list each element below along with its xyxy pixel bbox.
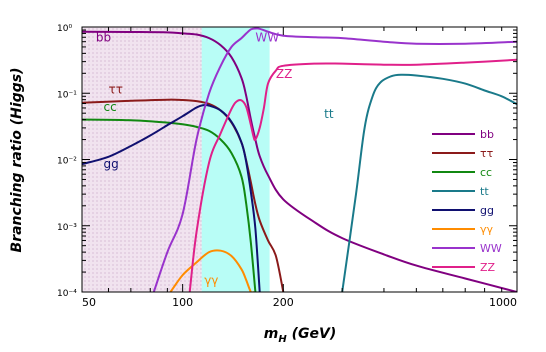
curve-label-ww: WW bbox=[255, 30, 280, 45]
legend-label-bb: bb bbox=[480, 128, 494, 141]
x-axis-title-subscript: H bbox=[278, 334, 287, 345]
legend-label-cc: cc bbox=[480, 166, 493, 179]
x-axis-title bbox=[264, 326, 336, 345]
y-tick-label: 10⁰ bbox=[57, 24, 73, 34]
legend-label-tautau: ττ bbox=[480, 147, 494, 160]
legend bbox=[432, 128, 502, 274]
y-tick-label: 10⁻⁴ bbox=[57, 289, 77, 299]
legend-label-tt: tt bbox=[480, 185, 489, 198]
x-axis-title-unit: (GeV) bbox=[286, 326, 337, 342]
legend-label-gammagamma: γγ bbox=[480, 223, 494, 236]
x-tick-label: 1000 bbox=[489, 296, 517, 309]
y-axis-title: Branching ratio (Higgs) bbox=[9, 67, 25, 253]
legend-label-ww: WW bbox=[480, 242, 502, 255]
curve-label-tautau: ττ bbox=[108, 82, 123, 97]
y-tick-label: 10⁻¹ bbox=[57, 90, 77, 101]
x-tick-label: 200 bbox=[272, 296, 294, 309]
legend-label-gg: gg bbox=[480, 204, 494, 217]
x-axis-title-main: m bbox=[263, 326, 279, 342]
y-tick-label: 10⁻² bbox=[57, 156, 77, 167]
y-tick-label: 10⁻³ bbox=[57, 222, 77, 233]
x-tick-label: 100 bbox=[172, 296, 194, 309]
legend-label-zz: ZZ bbox=[480, 261, 496, 274]
curve-label-bb: bb bbox=[95, 30, 112, 45]
curve-label-gammagamma: γγ bbox=[204, 273, 219, 288]
curve-label-tt: tt bbox=[324, 107, 334, 122]
x-tick-label: 50 bbox=[82, 296, 96, 309]
curve-tt bbox=[342, 75, 517, 292]
curve-label-gg: gg bbox=[103, 156, 119, 171]
curve-label-zz: ZZ bbox=[275, 66, 293, 81]
curve-label-cc: cc bbox=[103, 99, 117, 114]
